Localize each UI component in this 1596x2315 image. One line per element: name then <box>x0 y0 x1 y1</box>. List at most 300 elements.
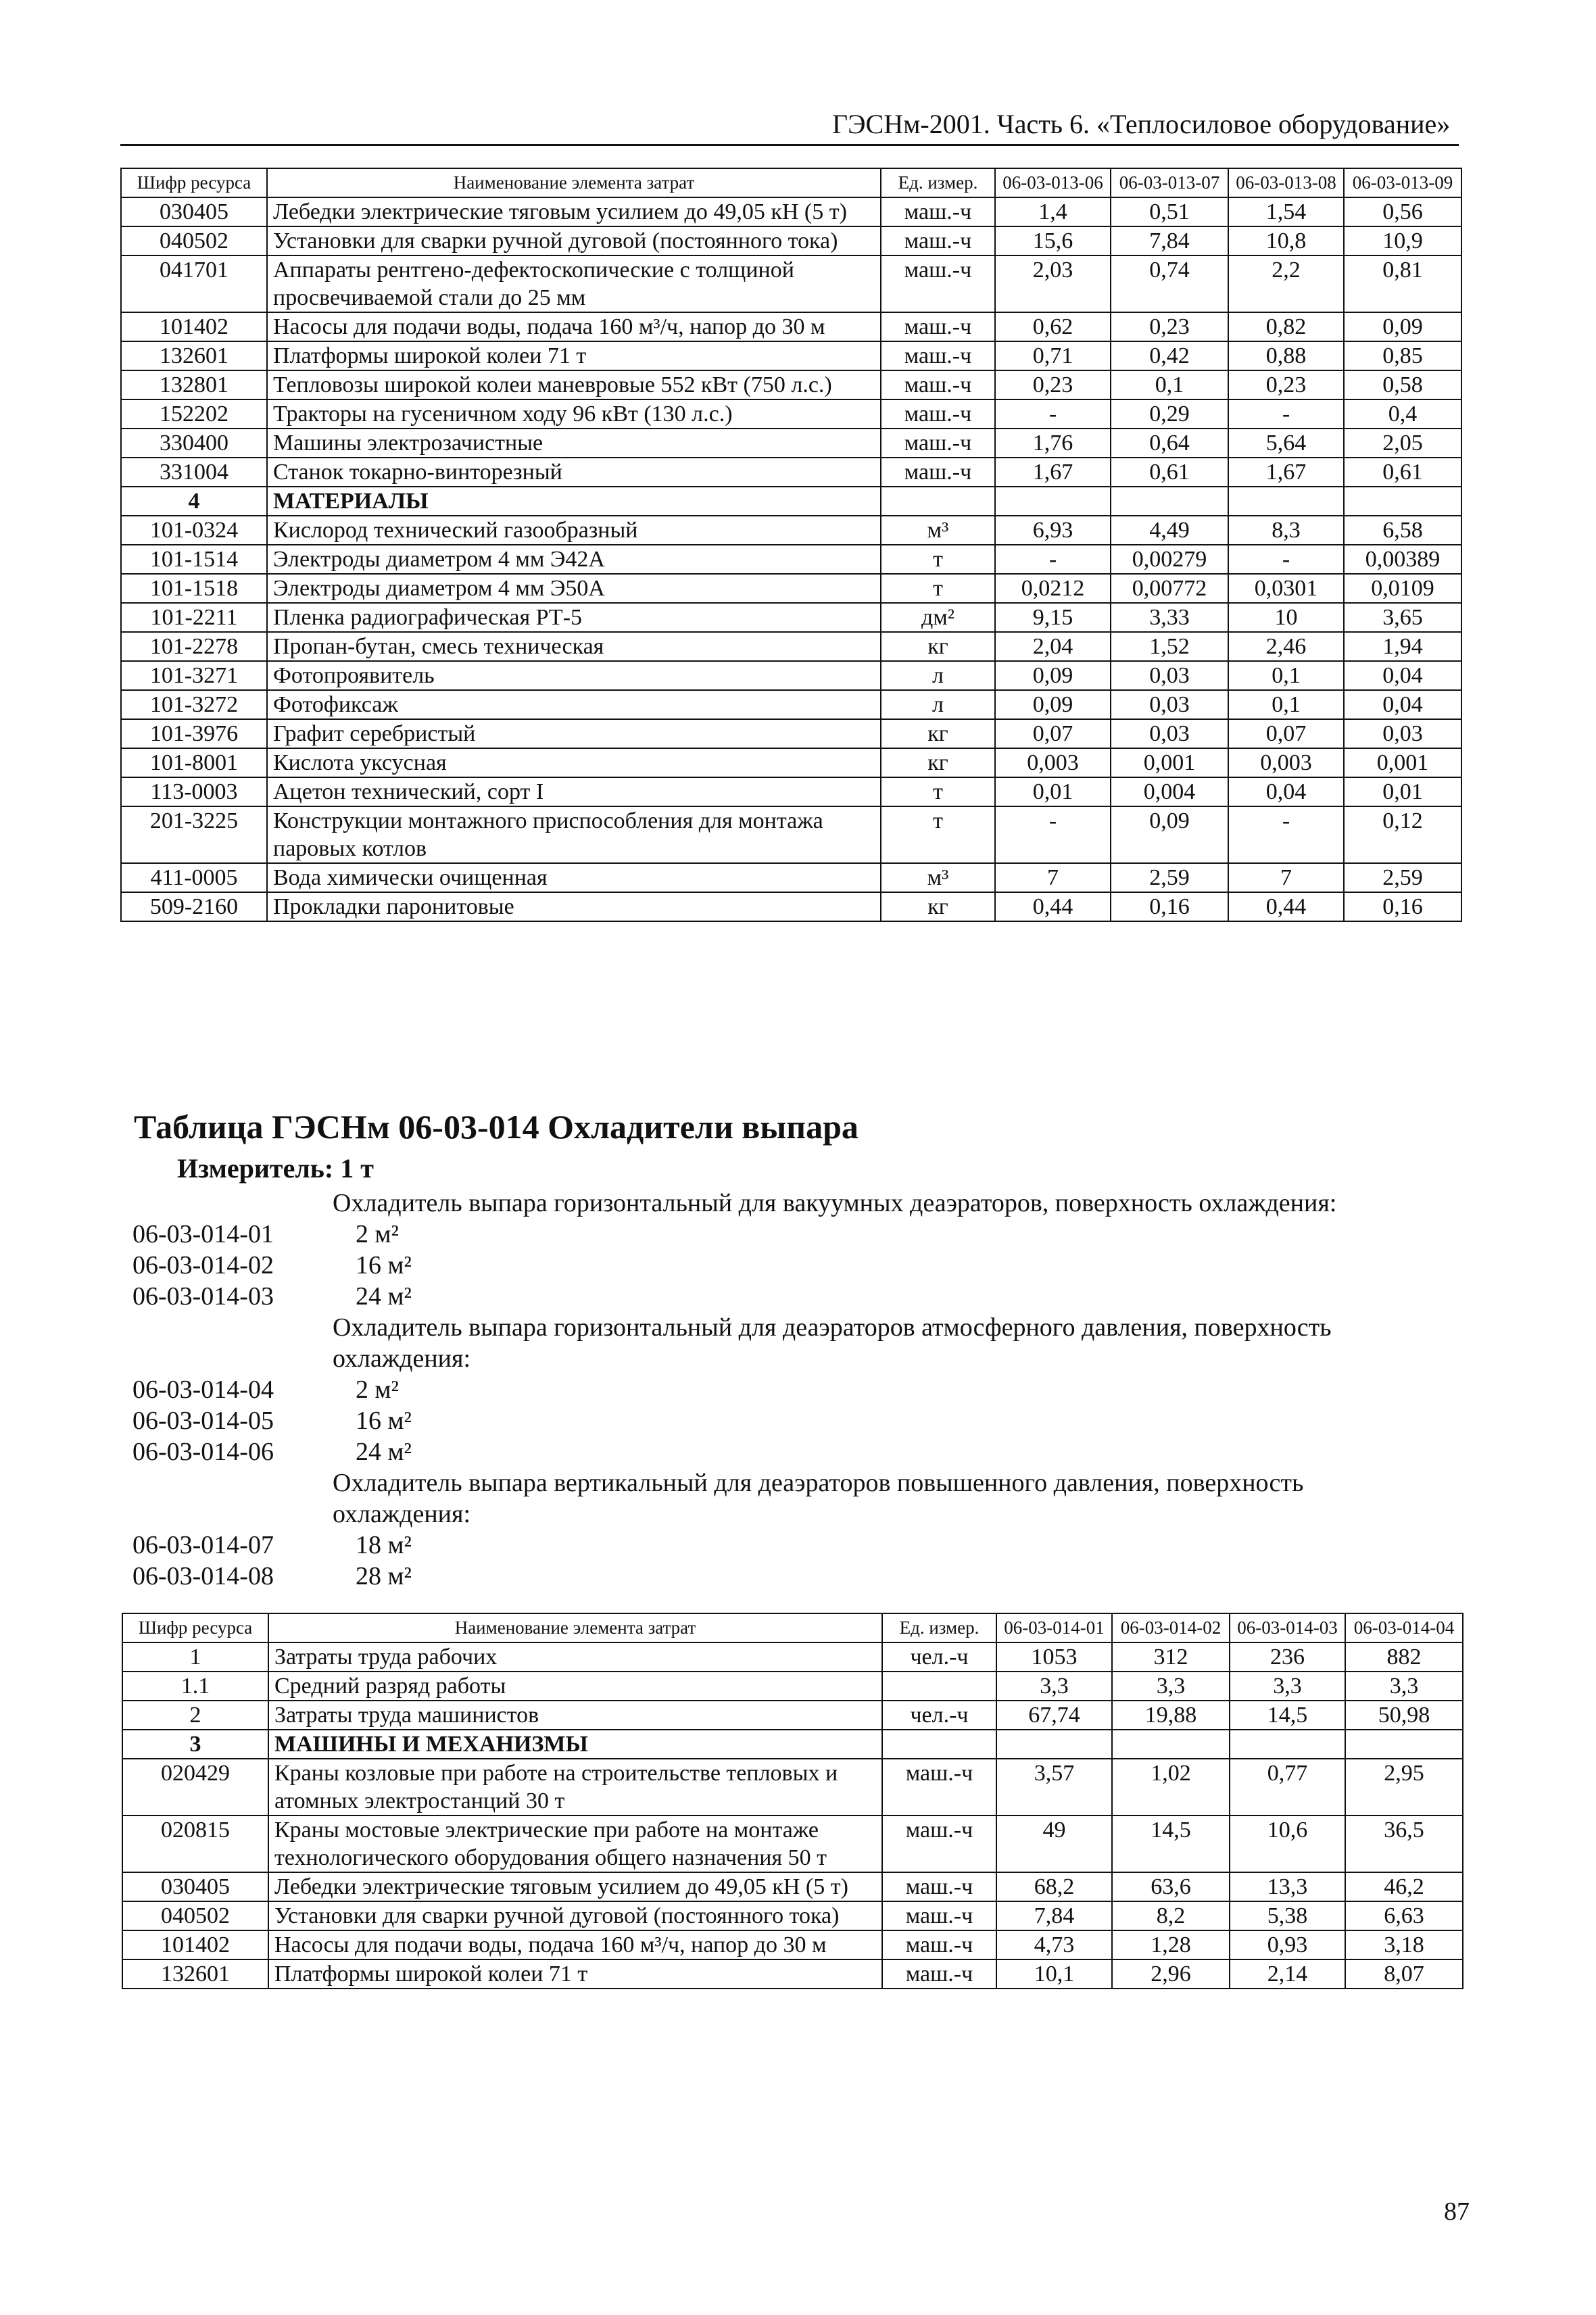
resource-code: 101-3271 <box>121 661 267 690</box>
column-header: 06-03-013-09 <box>1344 168 1461 197</box>
value-cell: 312 <box>1112 1642 1230 1672</box>
unit-cell: чел.-ч <box>882 1701 996 1730</box>
resource-code: 1 <box>122 1642 268 1672</box>
value-cell: - <box>995 399 1111 429</box>
cost-element-name: Фотопроявитель <box>267 661 881 690</box>
running-header: ГЭСНм-2001. Часть 6. «Теплосиловое оборудование» <box>832 109 1451 139</box>
section-row <box>121 487 1461 516</box>
value-cell: 0,01 <box>1344 777 1461 806</box>
value-cell <box>1228 487 1344 516</box>
value-cell: 7,84 <box>1111 226 1228 255</box>
unit-cell: маш.-ч <box>881 312 995 341</box>
resource-code: 411-0005 <box>121 863 267 892</box>
cost-element-name: Электроды диаметром 4 мм Э50А <box>267 574 881 603</box>
cost-element-name: МАШИНЫ И МЕХАНИЗМЫ <box>268 1730 882 1759</box>
value-cell: 0,56 <box>1344 197 1461 226</box>
cost-element-name: Ацетон технический, сорт I <box>267 777 881 806</box>
value-cell: 2,05 <box>1344 429 1461 458</box>
meter-line <box>177 1152 374 1184</box>
value-cell: 0,44 <box>995 892 1111 921</box>
unit-cell: кг <box>881 632 995 661</box>
unit-cell: маш.-ч <box>882 1901 996 1930</box>
value-cell: 10,9 <box>1344 226 1461 255</box>
value-cell: 1,67 <box>995 458 1111 487</box>
cost-element-name: Машины электрозачистные <box>267 429 881 458</box>
column-header: 06-03-014-04 <box>1345 1613 1463 1642</box>
value-cell: 2,46 <box>1228 632 1344 661</box>
cost-element-name: Затраты труда машинистов <box>268 1701 882 1730</box>
unit-cell: л <box>881 661 995 690</box>
column-header: 06-03-014-01 <box>996 1613 1112 1642</box>
cost-element-name: Платформы широкой колеи 71 т <box>268 1959 882 1989</box>
resource-code: 101-2211 <box>121 603 267 632</box>
table-title: Таблица ГЭСНм 06-03-014 Охладители выпара <box>134 1108 859 1146</box>
value-cell: 882 <box>1345 1642 1463 1672</box>
value-cell: 1,52 <box>1111 632 1228 661</box>
value-cell: 0,23 <box>995 370 1111 399</box>
variant-value: 24 м² <box>356 1438 412 1466</box>
value-cell: 14,5 <box>1230 1701 1345 1730</box>
value-cell: 8,3 <box>1228 516 1344 545</box>
variant-item <box>132 1219 1457 1250</box>
resource-code: 101-0324 <box>121 516 267 545</box>
resource-code: 030405 <box>121 197 267 226</box>
unit-cell: т <box>881 777 995 806</box>
cost-element-name: Тракторы на гусеничном ходу 96 кВт (130 л.с.) <box>267 399 881 429</box>
value-cell: 3,3 <box>996 1672 1112 1701</box>
cost-element-name: Краны козловые при работе на строительстве тепловых и атомных электростанций 30 т <box>268 1759 882 1816</box>
value-cell: 3,3 <box>1230 1672 1345 1701</box>
value-cell: 3,33 <box>1111 603 1228 632</box>
value-cell: 2,14 <box>1230 1959 1345 1989</box>
table-row <box>121 661 1461 690</box>
value-cell: 0,004 <box>1111 777 1228 806</box>
resource-code: 020429 <box>122 1759 268 1816</box>
value-cell: 0,0109 <box>1344 574 1461 603</box>
value-cell: 2,96 <box>1112 1959 1230 1989</box>
value-cell: 0,81 <box>1344 255 1461 312</box>
value-cell: 0,0212 <box>995 574 1111 603</box>
column-header: Ед. измер. <box>882 1613 996 1642</box>
value-cell: 1053 <box>996 1642 1112 1672</box>
unit-cell: маш.-ч <box>881 429 995 458</box>
value-cell <box>1111 487 1228 516</box>
variant-item <box>132 1561 1457 1592</box>
value-cell: 0,0301 <box>1228 574 1344 603</box>
value-cell <box>1345 1730 1463 1759</box>
table-row <box>121 748 1461 777</box>
variant-code: 06-03-014-03 <box>132 1282 274 1311</box>
value-cell: 0,85 <box>1344 341 1461 370</box>
table-row <box>122 1759 1463 1816</box>
table-row <box>122 1701 1463 1730</box>
resource-code: 132801 <box>121 370 267 399</box>
variant-description <box>132 1313 1457 1344</box>
value-cell: 0,62 <box>995 312 1111 341</box>
resource-code: 4 <box>121 487 267 516</box>
value-cell: 8,07 <box>1345 1959 1463 1989</box>
table-row <box>121 312 1461 341</box>
value-cell: 3,3 <box>1345 1672 1463 1701</box>
unit-cell: дм² <box>881 603 995 632</box>
value-cell: 0,04 <box>1344 690 1461 719</box>
value-cell: 0,44 <box>1228 892 1344 921</box>
value-cell: 10,1 <box>996 1959 1112 1989</box>
column-header: 06-03-013-07 <box>1111 168 1228 197</box>
value-cell: 2,04 <box>995 632 1111 661</box>
value-cell: 3,3 <box>1112 1672 1230 1701</box>
value-cell: 36,5 <box>1345 1816 1463 1872</box>
table-row <box>121 545 1461 574</box>
value-cell: 0,001 <box>1111 748 1228 777</box>
resource-code: 132601 <box>122 1959 268 1989</box>
unit-cell <box>882 1730 996 1759</box>
column-header: Наименование элемента затрат <box>267 168 881 197</box>
table-row <box>121 516 1461 545</box>
value-cell: 7,84 <box>996 1901 1112 1930</box>
cost-element-name: Аппараты рентгено-дефектоскопические с толщиной просвечиваемой стали до 25 мм <box>267 255 881 312</box>
table-row <box>122 1959 1463 1989</box>
value-cell: 0,03 <box>1111 690 1228 719</box>
value-cell: 1,94 <box>1344 632 1461 661</box>
value-cell: 50,98 <box>1345 1701 1463 1730</box>
unit-cell: кг <box>881 719 995 748</box>
variant-description <box>132 1499 1457 1530</box>
resource-code: 1.1 <box>122 1672 268 1701</box>
cost-element-name: Тепловозы широкой колеи маневровые 552 кВт (750 л.с.) <box>267 370 881 399</box>
value-cell: 1,4 <box>995 197 1111 226</box>
cost-element-name: Установки для сварки ручной дуговой (постоянного тока) <box>267 226 881 255</box>
variant-text: Охладитель выпара вертикальный для деаэраторов повышенного давления, поверхность <box>333 1469 1304 1497</box>
value-cell: 1,67 <box>1228 458 1344 487</box>
unit-cell: маш.-ч <box>882 1759 996 1816</box>
value-cell: 0,001 <box>1344 748 1461 777</box>
value-cell: 14,5 <box>1112 1816 1230 1872</box>
resource-code: 101402 <box>122 1930 268 1959</box>
resource-table-014 <box>122 1613 1464 1989</box>
unit-cell: маш.-ч <box>881 370 995 399</box>
resource-code: 040502 <box>121 226 267 255</box>
unit-cell <box>882 1672 996 1701</box>
value-cell: 0,07 <box>995 719 1111 748</box>
value-cell: 9,15 <box>995 603 1111 632</box>
value-cell: 6,93 <box>995 516 1111 545</box>
value-cell: 2,95 <box>1345 1759 1463 1816</box>
value-cell <box>1344 487 1461 516</box>
unit-cell: чел.-ч <box>882 1642 996 1672</box>
cost-element-name: Затраты труда рабочих <box>268 1642 882 1672</box>
column-header: 06-03-014-02 <box>1112 1613 1230 1642</box>
table-header-row <box>122 1613 1463 1642</box>
variant-value: 16 м² <box>356 1407 412 1435</box>
value-cell: 19,88 <box>1112 1701 1230 1730</box>
unit-cell: маш.-ч <box>882 1959 996 1989</box>
value-cell: 0,00389 <box>1344 545 1461 574</box>
value-cell: 10 <box>1228 603 1344 632</box>
table-row <box>121 603 1461 632</box>
value-cell: 10,8 <box>1228 226 1344 255</box>
value-cell: 7 <box>1228 863 1344 892</box>
table-row <box>121 197 1461 226</box>
variant-code: 06-03-014-05 <box>132 1407 274 1435</box>
unit-cell: маш.-ч <box>881 197 995 226</box>
variant-code: 06-03-014-06 <box>132 1438 274 1466</box>
table-row <box>121 863 1461 892</box>
value-cell: 6,63 <box>1345 1901 1463 1930</box>
table-row <box>122 1901 1463 1930</box>
value-cell: 0,00772 <box>1111 574 1228 603</box>
column-header: Ед. измер. <box>881 168 995 197</box>
unit-cell: л <box>881 690 995 719</box>
value-cell: 68,2 <box>996 1872 1112 1901</box>
value-cell: 0,64 <box>1111 429 1228 458</box>
variant-description <box>132 1468 1457 1499</box>
table-row <box>122 1930 1463 1959</box>
section-row <box>122 1730 1463 1759</box>
value-cell: 15,6 <box>995 226 1111 255</box>
variant-item <box>132 1250 1457 1282</box>
variant-code: 06-03-014-08 <box>132 1562 274 1590</box>
value-cell: 0,04 <box>1344 661 1461 690</box>
table-row <box>121 690 1461 719</box>
resource-code: 330400 <box>121 429 267 458</box>
variant-text: Охладитель выпара горизонтальный для деаэраторов атмосферного давления, поверхность <box>333 1313 1332 1342</box>
value-cell: 0,16 <box>1344 892 1461 921</box>
cost-element-name: Установки для сварки ручной дуговой (постоянного тока) <box>268 1901 882 1930</box>
value-cell: 5,38 <box>1230 1901 1345 1930</box>
variant-code: 06-03-014-02 <box>132 1251 274 1280</box>
value-cell: 2,03 <box>995 255 1111 312</box>
value-cell <box>996 1730 1112 1759</box>
value-cell: 236 <box>1230 1642 1345 1672</box>
value-cell: 3,65 <box>1344 603 1461 632</box>
variant-item <box>132 1530 1457 1561</box>
cost-element-name: Электроды диаметром 4 мм Э42А <box>267 545 881 574</box>
cost-element-name: Краны мостовые электрические при работе на монтаже технологического оборудования общего назначения 50 т <box>268 1816 882 1872</box>
unit-cell <box>881 487 995 516</box>
value-cell <box>995 487 1111 516</box>
table-row <box>121 429 1461 458</box>
value-cell: 0,23 <box>1111 312 1228 341</box>
value-cell: 0,93 <box>1230 1930 1345 1959</box>
value-cell: 0,82 <box>1228 312 1344 341</box>
cost-element-name: Вода химически очищенная <box>267 863 881 892</box>
resource-code: 101-8001 <box>121 748 267 777</box>
table-row <box>121 632 1461 661</box>
cost-element-name: Насосы для подачи воды, подача 160 м³/ч, напор до 30 м <box>267 312 881 341</box>
resource-code: 2 <box>122 1701 268 1730</box>
value-cell: 0,1 <box>1228 690 1344 719</box>
value-cell: 0,58 <box>1344 370 1461 399</box>
value-cell: 0,1 <box>1228 661 1344 690</box>
value-cell: 0,07 <box>1228 719 1344 748</box>
value-cell: 2,59 <box>1344 863 1461 892</box>
variant-code: 06-03-014-04 <box>132 1375 274 1404</box>
value-cell: 63,6 <box>1112 1872 1230 1901</box>
value-cell: 0,09 <box>1111 806 1228 863</box>
table-row <box>121 255 1461 312</box>
value-cell <box>1112 1730 1230 1759</box>
variant-item <box>132 1375 1457 1406</box>
value-cell: 1,54 <box>1228 197 1344 226</box>
variant-code: 06-03-014-01 <box>132 1220 274 1248</box>
value-cell: 0,74 <box>1111 255 1228 312</box>
value-cell: 0,29 <box>1111 399 1228 429</box>
variant-value: 24 м² <box>356 1282 412 1311</box>
resource-code: 101-1514 <box>121 545 267 574</box>
resource-code: 509-2160 <box>121 892 267 921</box>
resource-code: 113-0003 <box>121 777 267 806</box>
cost-element-name: Лебедки электрические тяговым усилием до 49,05 кН (5 т) <box>267 197 881 226</box>
value-cell: 0,16 <box>1111 892 1228 921</box>
value-cell: 0,03 <box>1111 661 1228 690</box>
value-cell: - <box>995 806 1111 863</box>
value-cell: 0,1 <box>1111 370 1228 399</box>
resource-code: 101-2278 <box>121 632 267 661</box>
cost-element-name: Кислота уксусная <box>267 748 881 777</box>
resource-code: 020815 <box>122 1816 268 1872</box>
unit-cell: маш.-ч <box>882 1816 996 1872</box>
variant-item <box>132 1282 1457 1313</box>
unit-cell: т <box>881 806 995 863</box>
table-row <box>121 806 1461 863</box>
value-cell: 13,3 <box>1230 1872 1345 1901</box>
cost-element-name: Платформы широкой колеи 71 т <box>267 341 881 370</box>
unit-cell: т <box>881 574 995 603</box>
resource-code: 132601 <box>121 341 267 370</box>
value-cell: 0,77 <box>1230 1759 1345 1816</box>
value-cell: 0,42 <box>1111 341 1228 370</box>
resource-code: 101-1518 <box>121 574 267 603</box>
unit-cell: маш.-ч <box>881 226 995 255</box>
value-cell: 1,76 <box>995 429 1111 458</box>
variant-code: 06-03-014-07 <box>132 1531 274 1559</box>
resource-code: 040502 <box>122 1901 268 1930</box>
value-cell: 2,59 <box>1111 863 1228 892</box>
column-header: Шифр ресурса <box>121 168 267 197</box>
table-row <box>121 458 1461 487</box>
value-cell: 0,003 <box>995 748 1111 777</box>
value-cell: 4,73 <box>996 1930 1112 1959</box>
value-cell: 67,74 <box>996 1701 1112 1730</box>
resource-code: 331004 <box>121 458 267 487</box>
unit-cell: маш.-ч <box>881 458 995 487</box>
unit-cell: м³ <box>881 516 995 545</box>
resource-code: 101-3976 <box>121 719 267 748</box>
value-cell: 6,58 <box>1344 516 1461 545</box>
variant-value: 2 м² <box>356 1220 399 1248</box>
table-row <box>122 1642 1463 1672</box>
value-cell: 0,88 <box>1228 341 1344 370</box>
value-cell: 0,04 <box>1228 777 1344 806</box>
value-cell: 8,2 <box>1112 1901 1230 1930</box>
cost-element-name: Кислород технический газообразный <box>267 516 881 545</box>
value-cell: 0,61 <box>1344 458 1461 487</box>
variant-value: 28 м² <box>356 1562 412 1590</box>
table-row <box>122 1816 1463 1872</box>
table-row <box>121 399 1461 429</box>
value-cell: 0,03 <box>1344 719 1461 748</box>
value-cell: 0,4 <box>1344 399 1461 429</box>
value-cell: 3,18 <box>1345 1930 1463 1959</box>
meter-value: 1 т <box>340 1153 374 1184</box>
unit-cell: кг <box>881 892 995 921</box>
table-row <box>121 341 1461 370</box>
cost-element-name: Конструкции монтажного приспособления для монтажа паровых котлов <box>267 806 881 863</box>
resource-table-013 <box>120 168 1462 922</box>
resource-code: 3 <box>122 1730 268 1759</box>
table-row <box>121 226 1461 255</box>
value-cell: 0,09 <box>1344 312 1461 341</box>
value-cell: 0,61 <box>1111 458 1228 487</box>
value-cell: 49 <box>996 1816 1112 1872</box>
table-row <box>122 1672 1463 1701</box>
resource-code: 101402 <box>121 312 267 341</box>
cost-element-name: Насосы для подачи воды, подача 160 м³/ч, напор до 30 м <box>268 1930 882 1959</box>
column-header: 06-03-014-03 <box>1230 1613 1345 1642</box>
resource-code: 152202 <box>121 399 267 429</box>
cost-element-name: МАТЕРИАЛЫ <box>267 487 881 516</box>
table-row <box>121 719 1461 748</box>
value-cell: - <box>995 545 1111 574</box>
resource-code: 041701 <box>121 255 267 312</box>
column-header: Шифр ресурса <box>122 1613 268 1642</box>
value-cell: 0,71 <box>995 341 1111 370</box>
value-cell <box>1230 1730 1345 1759</box>
unit-cell: маш.-ч <box>881 341 995 370</box>
cost-element-name: Прокладки паронитовые <box>267 892 881 921</box>
value-cell: - <box>1228 545 1344 574</box>
table-row <box>121 777 1461 806</box>
table-row <box>122 1872 1463 1901</box>
variant-item <box>132 1437 1457 1468</box>
column-header: Наименование элемента затрат <box>268 1613 882 1642</box>
value-cell: 0,01 <box>995 777 1111 806</box>
value-cell: 0,51 <box>1111 197 1228 226</box>
cost-element-name: Пленка радиографическая РТ-5 <box>267 603 881 632</box>
column-header: 06-03-013-08 <box>1228 168 1344 197</box>
cost-element-name: Пропан-бутан, смесь техническая <box>267 632 881 661</box>
variant-value: 18 м² <box>356 1531 412 1559</box>
value-cell: 7 <box>995 863 1111 892</box>
value-cell: 0,09 <box>995 661 1111 690</box>
unit-cell: маш.-ч <box>881 399 995 429</box>
unit-cell: маш.-ч <box>881 255 995 312</box>
variant-description <box>132 1188 1457 1219</box>
variants-list <box>132 1188 1457 1592</box>
unit-cell: кг <box>881 748 995 777</box>
resource-code: 201-3225 <box>121 806 267 863</box>
resource-code: 030405 <box>122 1872 268 1901</box>
value-cell: 1,02 <box>1112 1759 1230 1816</box>
value-cell: 46,2 <box>1345 1872 1463 1901</box>
cost-element-name: Графит серебристый <box>267 719 881 748</box>
header-rule <box>120 144 1459 146</box>
cost-element-name: Фотофиксаж <box>267 690 881 719</box>
value-cell: 10,6 <box>1230 1816 1345 1872</box>
value-cell: 3,57 <box>996 1759 1112 1816</box>
value-cell: 0,003 <box>1228 748 1344 777</box>
table-row <box>121 370 1461 399</box>
variant-value: 16 м² <box>356 1251 412 1280</box>
table-header-row <box>121 168 1461 197</box>
page-number: 87 <box>1444 2197 1470 2226</box>
value-cell: 1,28 <box>1112 1930 1230 1959</box>
variant-description <box>132 1344 1457 1375</box>
value-cell: 0,23 <box>1228 370 1344 399</box>
value-cell: 5,64 <box>1228 429 1344 458</box>
variant-text: охлаждения: <box>333 1344 471 1373</box>
